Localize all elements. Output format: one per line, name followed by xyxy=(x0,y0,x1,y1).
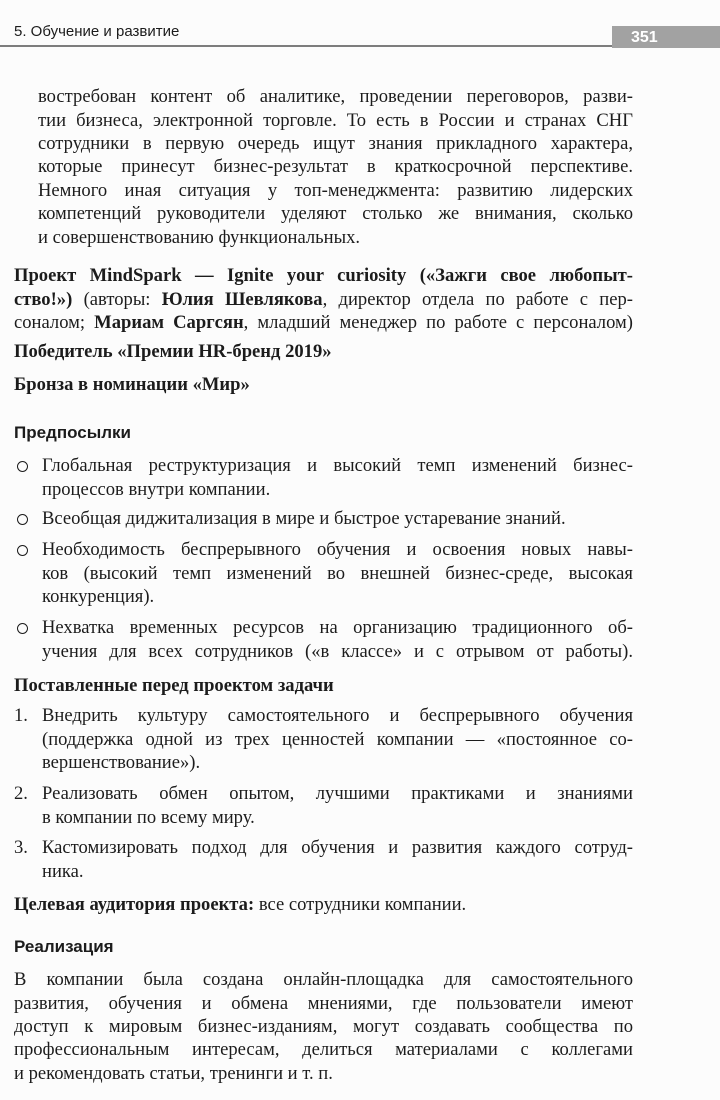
text-line: (поддержка одной из трех ценностей компании — «постоянное со- xyxy=(42,728,633,750)
text-line: развития, обучения и обмена мнениями, где пользователи имеют xyxy=(14,992,633,1014)
intro-paragraph xyxy=(38,85,633,249)
text-line: профессиональным интересам, делиться материалами с коллегами xyxy=(14,1039,633,1061)
page-number: 351 xyxy=(631,29,658,46)
award-bronze xyxy=(14,373,633,396)
numbered-item xyxy=(14,704,633,774)
award-winner xyxy=(14,340,633,363)
text-line: Нехватка временных ресурсов на организацию традиционного об- xyxy=(42,617,633,639)
circle-bullet-icon xyxy=(17,514,28,525)
item-number: 3. xyxy=(14,837,28,859)
implementation-paragraph xyxy=(14,968,633,1085)
text-line: компетенций руководители уделяют столько же внимания, сколько xyxy=(38,203,633,225)
bullet-item xyxy=(14,507,633,530)
text-line: процессов внутри компании. xyxy=(42,478,271,500)
page-number-tab xyxy=(612,26,720,48)
text-line: Глобальная реструктуризация и высокий темп изменений бизнес- xyxy=(42,455,633,477)
text-line xyxy=(14,893,633,916)
section-heading-implementation: Реализация xyxy=(14,937,114,956)
text-line: Внедрить культуру самостоятельного и беспрерывного обучения xyxy=(42,705,633,727)
text-line: учения для всех сотрудников («в классе» и с отрывом от работы). xyxy=(42,640,633,662)
project-description xyxy=(14,264,633,334)
item-number: 1. xyxy=(14,705,28,727)
circle-bullet-icon xyxy=(17,461,28,472)
text-line: Кастомизировать подход для обучения и развития каждого сотруд- xyxy=(42,837,633,859)
text-line xyxy=(14,288,633,311)
text-line: тии бизнеса, электронной торговле. То есть в России и странах СНГ xyxy=(38,109,633,131)
bullet-item xyxy=(14,538,633,608)
item-number: 2. xyxy=(14,783,28,805)
author-role: , младший менеджер по работе с персоналом) xyxy=(243,312,633,334)
target-audience-label: Целевая аудитория проекта: xyxy=(14,894,255,916)
tasks-heading xyxy=(14,674,633,697)
bullet-item xyxy=(14,454,633,501)
text-line: и рекомендовать статьи, тренинги и т. п. xyxy=(14,1062,333,1084)
text-line xyxy=(14,311,633,334)
text-line: Поставленные перед проектом задачи xyxy=(14,675,334,697)
circle-bullet-icon xyxy=(17,623,28,634)
text-line: Всеобщая диджитализация в мире и быстрое устаревание знаний. xyxy=(42,508,566,530)
text-line: востребован контент об аналитике, проведении переговоров, разви- xyxy=(38,86,633,108)
author-name: Юлия Шевлякова xyxy=(161,288,323,310)
authors-label: (авторы: xyxy=(83,288,151,310)
text-line: Необходимость беспрерывного обучения и освоения новых навы- xyxy=(42,539,633,561)
text-line: В компании была создана онлайн-площадка для самостоятельного xyxy=(14,969,633,991)
project-title: Проект MindSpark — Ignite your curiosity («Зажги свое любопыт- xyxy=(14,265,633,287)
text-line: ков (высокий темп изменений во внешней бизнес-среде, высокая xyxy=(42,562,633,584)
project-title-end: ство!») xyxy=(14,288,73,310)
text-line: Бронза в номинации «Мир» xyxy=(14,374,250,395)
text-line: которые принесут бизнес-результат в краткосрочной перспективе. xyxy=(38,156,633,178)
target-audience xyxy=(14,893,633,916)
circle-bullet-icon xyxy=(17,545,28,556)
numbered-item xyxy=(14,836,633,883)
target-audience-value: все сотрудники компании. xyxy=(258,894,467,916)
bullet-item xyxy=(14,616,633,663)
text-line: ника. xyxy=(42,860,84,882)
chapter-title: 5. Обучение и развитие xyxy=(14,23,180,40)
numbered-item xyxy=(14,782,633,829)
text-line: сотрудники в первую очередь ищут знания прикладного характера, xyxy=(38,133,633,155)
text-line: и совершенствованию функциональных. xyxy=(38,226,361,248)
text-line: конкуренция). xyxy=(42,586,155,608)
text-line: доступ к мировым бизнес-изданиям, могут создавать сообщества по xyxy=(14,1016,633,1038)
text-line: Реализовать обмен опытом, лучшими практиками и знаниями xyxy=(42,783,633,805)
text-line: Немного иная ситуация у топ-менеджмента: развитию лидерских xyxy=(38,179,633,201)
text-line: Победитель «Премии HR-бренд 2019» xyxy=(14,341,332,362)
author-name: Мариам Саргсян xyxy=(94,312,244,334)
author-role: соналом; xyxy=(14,312,86,334)
text-line: в компании по всему миру. xyxy=(42,806,255,828)
author-role: , директор отдела по работе с пер- xyxy=(322,288,633,310)
header-rule xyxy=(0,45,612,47)
text-line: вершенствование»). xyxy=(42,752,201,774)
section-heading-prerequisites: Предпосылки xyxy=(14,423,132,442)
